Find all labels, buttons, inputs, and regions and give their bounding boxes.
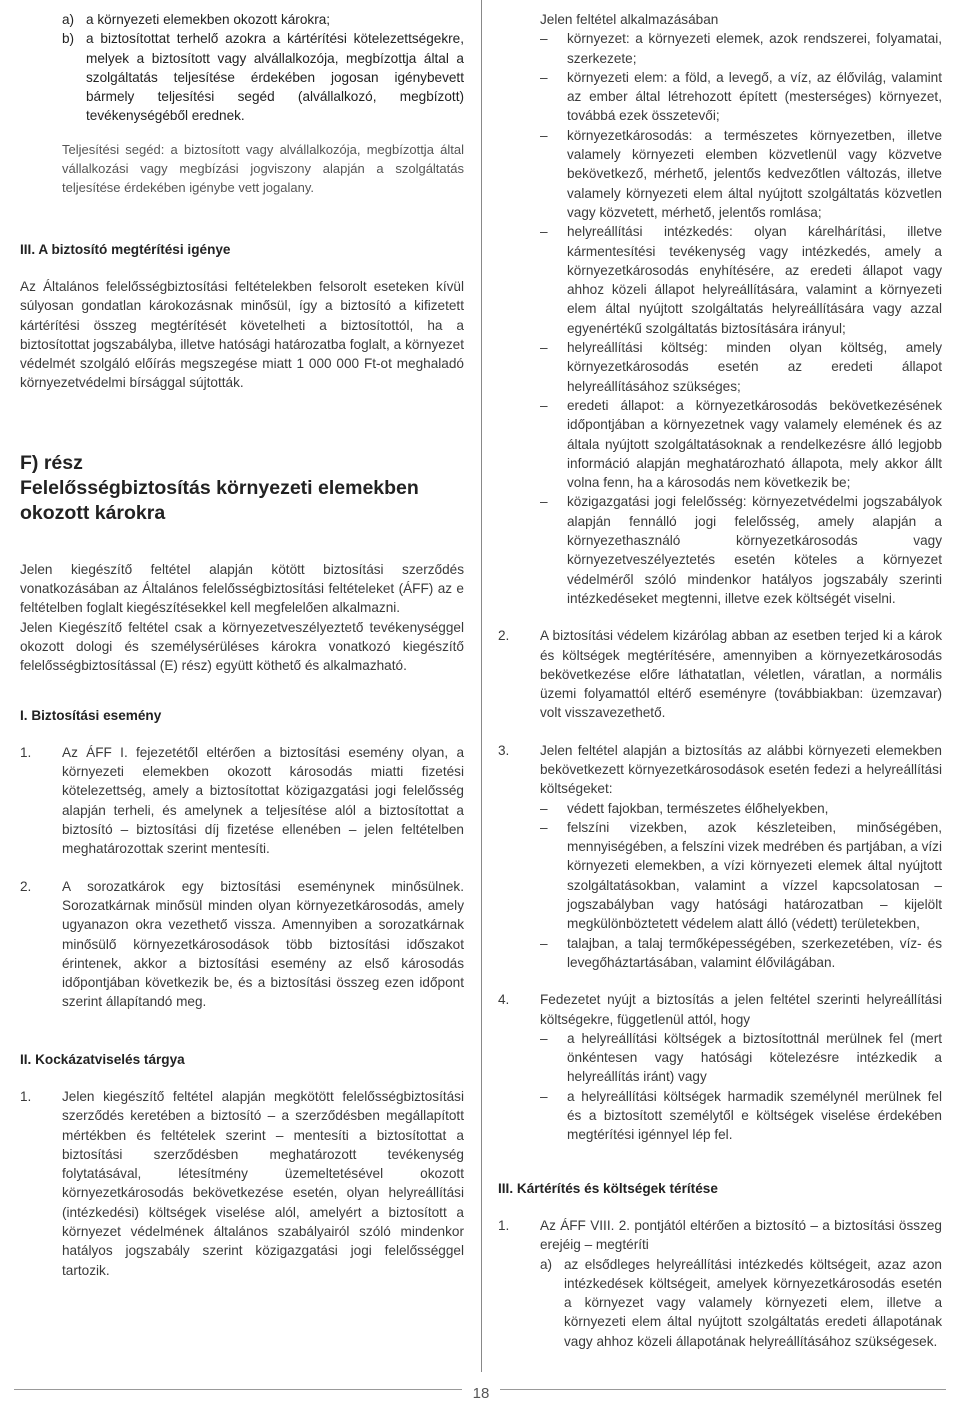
dash-marker: –	[540, 69, 548, 85]
dash-marker: –	[540, 819, 548, 835]
item-body	[540, 990, 942, 1144]
paragraph: Az Általános felelősségbiztosítási feltételekben felsorolt eseteken kívül súlyosan gondatlan károkozásnak minősül, így a biztosító a kifizetett kártérítési összeg megtérítését követelheti a biztosítottól, ha a biztosítottat jogszabályba, illetve hatósági határozatba foglalt, a környezet védelmét szolgáló előírás megszegése miatt 1 000 000 Ft-ot meghaladó környezetvédelmi bírsággal sújtották.	[20, 278, 464, 391]
numbered-item	[20, 1087, 464, 1280]
dash-marker: –	[540, 1030, 548, 1046]
list-item	[20, 29, 464, 125]
section-heading: III. A biztosító megtérítési igénye	[20, 241, 231, 257]
definitions-block	[498, 10, 942, 608]
section-heading: I. Biztosítási esemény	[20, 707, 162, 723]
dash-marker: –	[540, 31, 548, 47]
dash-marker: –	[540, 340, 548, 356]
definition-text: környezeti elem: a föld, a levegő, a víz, az élővilág, valamint az ember által létrehozott épített (mesterséges) környezet, továbbá ezek összetevői;	[567, 69, 942, 124]
list-text: a biztosítottat terhelő azokra a kártérítési kötelezettségekre, melyek a biztosított vagy alvállalkozója, megbízottja által a szolgáltatás teljesítése érdekében jogosan igénybevett bármely teljesítési segéd (alvállalkozó, megbízott) tevékenységéből erednek.	[86, 31, 464, 124]
item-number: 2.	[20, 878, 32, 894]
item-text: Fedezetet nyújt a biztosítás a jelen feltétel szerinti helyreállítási költségekre, függetlenül attól, hogy	[540, 992, 942, 1027]
list-marker: b)	[62, 31, 75, 47]
item-body	[540, 1216, 942, 1351]
sub-text: az elsődleges helyreállítási intézkedés költségeit, azaz azon intézkedések költségeit, amelyek környezetkárosodás esetén a környezet vagy valamely környezeti elem, illetve a környezeti elem által nyújtott szolgáltatás eredeti állapotának vagy ahhoz közeli állapotának helyreállításához szükségesek.	[564, 1256, 942, 1349]
dash-marker: –	[540, 494, 548, 510]
dash-marker: –	[540, 800, 548, 816]
dash-marker: –	[540, 224, 548, 240]
page-number: 18	[462, 1385, 500, 1402]
sub-marker: a)	[540, 1256, 553, 1272]
item-number: 1.	[20, 1088, 32, 1104]
definition-item	[540, 396, 942, 492]
dash-marker: –	[540, 127, 548, 143]
dash-text: védett fajokban, természetes élőhelyekben,	[567, 800, 829, 816]
item-text: A biztosítási védelem kizárólag abban az esetben terjed ki a károk és költségek megtérítésére, amennyiben a környezetkárosodás bekövetkezése előre láthatatlan, véletlen, váratlan, a normális üzemi folyamattól eltérő eseményre (továbbiakban: üzemzavar) volt visszavezethető.	[540, 628, 942, 721]
sub-text: a helyreállítási költségek harmadik személynél merülnek fel és a biztosított személytől e költségek viselése érdekében megtérítési igénnyel lép fel.	[567, 1088, 942, 1143]
item-number: 1.	[498, 1217, 510, 1233]
dash-item	[540, 934, 942, 973]
list-marker: a)	[62, 12, 75, 27]
part-title: Felelősségbiztosítás környezeti elemekben okozott károkra	[20, 476, 419, 524]
section-heading: III. Kártérítés és költségek térítése	[498, 1180, 718, 1196]
definition-item	[540, 68, 942, 126]
definition-text: közigazgatási jogi felelősség: környezetvédelmi jogszabályok alapján fennálló jogi felelősség, amely alapján a környezethasználó környezetkárosodás vagy környezetveszélyeztetés esetén köteles a környezet védelméről szóló mindenkor hatályos jogszabály szerinti intézkedéseket megtenni, illetve ezek költségét viselni.	[567, 494, 942, 606]
definition-text: környezet: a környezeti elemek, azok rendszerei, folyamatai, szerkezete;	[567, 31, 942, 66]
numbered-item	[498, 1216, 942, 1351]
paragraph: Jelen kiegészítő feltétel alapján kötött biztosítási szerződés vonatkozásában az Általános felelősségbiztosítási feltételeket (ÁFF) az e feltételben foglalt kiegészítésekkel kell megfelelően alkalmazni.	[20, 561, 464, 616]
definition-item	[540, 338, 942, 396]
column-divider	[481, 0, 482, 1372]
dash-text: talajban, a talaj termőképességében, szerkezetében, víz- és levegőháztartásában, valamint élővilágában.	[567, 935, 942, 970]
item-body	[540, 741, 942, 973]
item-text: A sorozatkárok egy biztosítási eseménynek minősülnek. Sorozatkárnak minősül minden olyan környezetkárosodás, amely ugyanazon okra vezethető vissza. Amennyiben a sorozatkárnak minősülő környezetkárosodások több biztosítási időszakot érintenek, akkor a biztosítási esemény az első károsodás időpontjában következik be, és a biztosítási összeg ezen időpont szerint állapítandó meg.	[62, 878, 464, 1010]
dash-text: felszíni vizekben, azok készleteiben, minőségében, mennyiségében, a felszíni vizek medrében és partjában, a vízi környezeti elemekben, a vízi környezeti elemek által nyújtott szolgáltatásokban, valamint a vízzel kapcsolatosan – jogszabályban vagy hatósági határozatban – kijelölt megkülönböztetett védelem alatt álló (védett) területekben,	[567, 819, 942, 932]
item-number: 2.	[498, 628, 510, 644]
item-text: Az ÁFF VIII. 2. pontjától eltérően a biztosító – a biztosítási összeg erejéig – megtéríti	[540, 1217, 942, 1253]
item-text: Az ÁFF I. fejezetétől eltérően a biztosítási esemény olyan, a környezeti elemekben okozott károsodás miatti fizetési kötelezettség, amely a biztosítottat közigazgatási jogi felelősség alapján terheli, és amelynek a teljesítése alól a biztosítottat a biztosító – biztosítási díj fizetése ellenében – jelen feltételben meghatározottak szerint mentesíti.	[62, 744, 464, 857]
dash-item	[540, 818, 942, 934]
sub-item	[540, 1029, 942, 1087]
numbered-item	[20, 877, 464, 1012]
sub-text: a helyreállítási költségek a biztosítottnál merülnek fel (mert önkéntesen vagy hatósági kötelezésre intézkedik a helyreállítás iránt) vagy	[567, 1030, 942, 1085]
definitions-intro: Jelen feltétel alkalmazásában	[540, 12, 719, 27]
numbered-item	[498, 626, 942, 722]
definition-item	[540, 29, 942, 68]
item-number: 4.	[498, 992, 510, 1008]
definition-text: helyreállítási költség: minden olyan költség, amely környezetkárosodás esetén az eredeti állapot helyreállításához szükséges;	[567, 340, 942, 394]
right-column	[498, 10, 942, 1351]
definition-text: eredeti állapot: a környezetkárosodás bekövetkezésének időpontjában a környezetnek vagy valamely elemének és az általa nyújtott szolgáltatásoknak a rendelkezésre álló legjobb információ alapján meghatározható állapota, mely akkor állt volna fenn, ha a károsodás nem következik be;	[567, 397, 942, 491]
definition-text: környezetkárosodás: a természetes környezetben, illetve valamely környezeti elemben közvetlenül vagy közvetve bekövetkező, mérhető, jelentős kedvezőtlen változás, illetve valamely környezeti elem által nyújtott szolgáltatás közvetlen vagy közvetett, mérhető, jelentős romlása;	[567, 127, 942, 220]
sub-item	[540, 1087, 942, 1145]
dash-marker: –	[540, 1088, 548, 1104]
list-text: a környezeti elemekben okozott károkra;	[86, 12, 331, 27]
numbered-item	[498, 990, 942, 1144]
list-item	[20, 10, 464, 29]
paragraph: Jelen Kiegészítő feltétel csak a környezetveszélyeztető tevékenységgel okozott dologi és személysérüléses károkra vonatkozó kiegészítő felelősségbiztosítással (E) rész) együtt köthető és alkalmazható.	[20, 619, 464, 674]
dash-item	[540, 799, 942, 818]
sub-item	[540, 1255, 942, 1351]
numbered-item	[498, 741, 942, 973]
definition-item	[540, 126, 942, 222]
definition-item	[540, 492, 942, 608]
numbered-item	[20, 743, 464, 859]
part-label: F) rész	[20, 451, 83, 474]
definition-text: helyreállítási intézkedés: olyan kárelhárítási, illetve kármentesítési tevékenység vagy intézkedés, amely a környezetkárosodás enyhítésére, az eredeti állapot vagy ahhoz közeli állapot helyreállítására, valamint a környezeti elem által nyújtott szolgáltatás helyreállítására vagy azzal egyenértékű szolgáltatás biztosítására irányul;	[567, 224, 942, 336]
left-column	[20, 10, 464, 1280]
item-text: Jelen feltétel alapján a biztosítás az alábbi környezeti elemekben bekövetkezett környezetkárosodások esetén fedezi a helyreállítási költségeket:	[540, 742, 942, 797]
item-number: 1.	[20, 744, 32, 760]
definition-item	[540, 222, 942, 338]
dash-marker: –	[540, 935, 548, 951]
definition-note: Teljesítési segéd: a biztosított vagy alvállalkozója, megbízottja által vállalkozási vagy megbízási jogviszony alapján a szolgáltatás teljesítése érdekében igénybe vett jogalany.	[62, 141, 464, 196]
dash-marker: –	[540, 397, 548, 413]
item-number: 3.	[498, 742, 510, 758]
section-heading: II. Kockázatviselés tárgya	[20, 1051, 185, 1067]
item-text: Jelen kiegészítő feltétel alapján megkötött felelősségbiztosítási szerződés keretében a biztosító – a szerződésben megállapított mértékben és feltételek szerint – mentesíti a biztosítottat a biztosítási szerződésben meghatározott tevékenység folytatásával, létesítmény üzemeltetésével okozott környezetkárosodás bekövetkezése esetén, olyan helyreállítási (intézkedési) költségek viselése alól, amelyért a biztosított a környezet védelmének általános szabályairól szóló mindenkor hatályos jogszabály szerint közigazgatási jogi felelősséggel tartozik.	[62, 1088, 464, 1278]
